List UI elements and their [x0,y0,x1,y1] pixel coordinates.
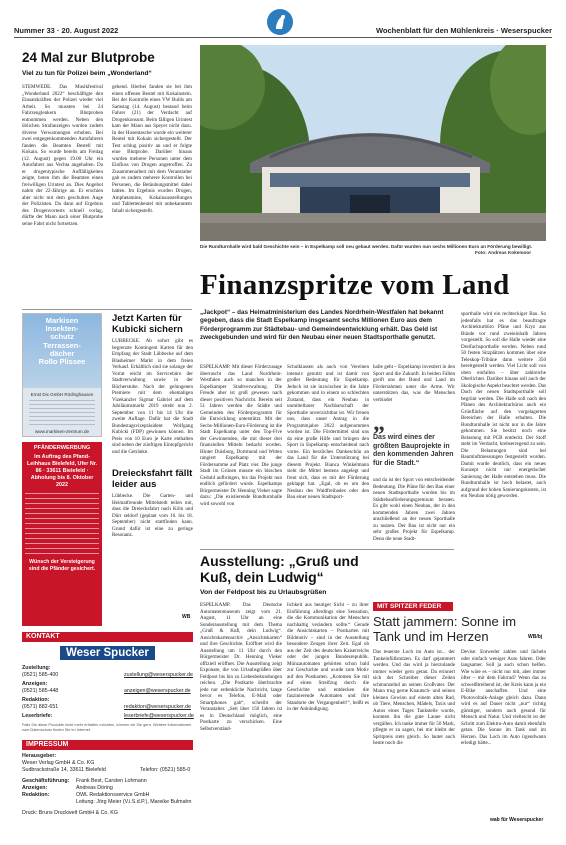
finanz-col4: sporthalle wird ein rechteckiger Bau. So jedenfalls hat es das beauftragte Architekturbüro Pläne und Kryz aus Bünde vor rund zweieinhalb Jahren vorgestellt. So soll die Halle wieder eine Dreifachsporthalle werden. Neben rund 50 festen Sitzplätzen kommen über eine Teleskop-Tribüne dann weitere 350 bereitgestellt werden. Viel Licht soll von oben einfallen – über zahlreiche Oberlichter. Darüber hinaus soll auch der ökologische Aspekt beachtet werden. Das Dach der neuen Stadtsporthalle soll begrünt werden. Die Halle soll nach den Plänen des Architekturbüros auch ein Grünfläche auf den vorgelagerten Bereichen der Halle erhalten. Die Rundturnhalle ist nicht nur in die Jahre gekommen. Sie besitzt noch eine Belastung mit PCB entdeckt. Der Stoff steht im Verdacht, krebserregend zu sein. Die Belastungen sind bei Raumluftmessungen festgestellt worden. Damit wurde deutlich, dass ein neues Konzept nicht nur energetischer Sanierung der Halle entstehen muss. Die Rundturnhalle ist hoch belastet, auch aufgrund der hohen Sanierungskosten, ist ein Neubau nötig geworden. [461,311,546,499]
header-rule [14,37,552,38]
finanz-col3-bottom: und da ist der Sport von entscheidender Bedeutung. Die Pläne für den Bau einer neuen Stadtsporthalle wurden bis im Städtebauförderungsgremium beraten. Es gibt wohl einen Neubau, der in den kommenden Jahren zwei Jahren anschließend an der neuen Sporthalle zu nutzen. Der Bau ist nicht nur ein sehr großes Projekt für Espelkamp. Denn die neue Stadt- [373,477,455,542]
kontakt-phone-anzeigen[interactable]: (0521) 585-448 [22,688,59,694]
impressum-anz: Andreas Döring [76,785,113,791]
kontakt-label-leserbriefe: Leserbriefe: [22,713,53,719]
kontakt-email-zustellung[interactable]: zustellung@weserspucker.de [124,672,193,678]
dreiecks-headline: Dreiecksfahrt fällt leider aus [112,468,193,490]
ausstellung-col1: ESPELKAMP. Das Deutsche Automatenmuseum zeigt vom 21. August, 11 Uhr an eine Sonderausstellung mit dem Thema „Gruß & Kuß, dein Ludwig“. Ansichtskartenarchiv „Ansichtskarten“ und ihre Geschichte. Eröffnet wird die Ausstellung um 11 Uhr durch den Bürgermeister Dr. Henning Vieker offiziell eröffnet. Die Ausstellung zeigt Exponate, die von Urlaubsgrüßen über Feldpost bis hin zu Liebesbekundungen reichen. „Die Postkarte überbrachte jede nur erdenkliche Nachricht, lange bevor es Telefon, E-Mail oder Smartphones gab“, schreibt der Veranstalter. „Seit über 150 Jahren ist es in Deutschland möglich, eine Postkarte zu verschicken. Eine Selbstverständ- [200,602,282,732]
pfand-body: Im Auftrag des Pfand-Leihhaus Bielefeld, Ufer Nr. 86 · 33611 Bielefeld · Abholung bis 8. Oktober 2022 [26,454,98,488]
finanz-quote: Das wird eines der größten Bauprojekte in den kommenden Jahren für die Stadt.“ [373,434,454,467]
impressum-red-label: Redaktion: [22,792,50,798]
dreiecks-signature: WB [182,614,191,620]
kontakt-note: Falls Sie diese Produkte nicht mehr erhalten möchten, können wir Sie gern. Weitere Informationen zum Datenschutz finden Sie im Internet. [22,722,192,732]
blitzer-headline: 24 Mal zur Blutprobe [22,50,155,65]
finanz-col2: Schulklassen als auch von Vereinen intensiv genutzt und ist damit von großer Bedeutung für Espelkamp. Jedoch ist sie inzwischen in die Jahre gekommen und in einem so schlechten Zustand, dass ein Neubau in unmittelbarer Nachbarschaft der Sporthalle unverzichtbar ist. Wir freuen uns, dass unser Antrag in die Programmjahre 2022 aufgenommen worden ist. Die Fördermittel sind uns da eine große Hilfe und bringen den Sport in Espelkamp entscheidend nach vorne. Ein herzliches Dankeschön an das Land für die Unterstützung bei diesem Projekt. Bianca Winkelmann sieht die Mittel bestens angelegt und freut sich, dass es mit der Förderung geklappt hat. „Egal, ob es um den Neubau des Waldfreibades oder den Bau einer neuen Stadtsport- [287,364,369,500]
kontakt-label-anzeigen: Anzeigen: [22,681,48,687]
kontakt-email-redaktion[interactable]: redaktion@weserspucker.de [124,704,191,710]
impressum-address: Sudbrackstraße 14, 33611 Bielefeld [22,767,106,773]
impressum-red2: Leitung: Jörg Meier (V.i.S.d.P.), Mareike Bulmahn [76,799,192,805]
impressum-anz-label: Anzeigen: [22,785,48,791]
impressum-red: OWL Redaktionsservice GmbH [76,792,150,798]
impressum-phone: Telefon: (0521) 585-0 [140,767,191,773]
kubicki-headline: Jetzt Karten für Kubicki sichern [112,313,183,335]
impressum-herausgeber: Weser Verlag GmbH & Co. KG [22,760,95,766]
blitzer-col1: STEMWEDE. Das Musikfestival „Wonderland 2022“ beschäftigte den Einsatzkräften der Polizei wieder viel Arbeit. So mussten bei 24 Fahrzeuglenkern Blutproben entnommen werden. Neben den üblichen Strafanzeigen wurden zudem diverse Verwarnungen erhoben. Bei zwei entgegenkommenden Autofahrern fanden die Beamten Bestell mit Kokain. So wurde bereits am Freitag (12. August) gegen 19.00 Uhr ein Autofahrer aus Vechta angehalten. Da er drogentypische Auffälligkeiten zeigte, boten ihm die Beamten einen freiwilligen Urintest an. Dies Angebot nahm der 22-Jährige an. Er erschien aber nicht mit dem geschulten Auge der Polizisten. Da dann auf Ergebnis des Drogenvortests schnell vorlag, dürfte der Mann nach einer Blutprobe seine Fahrt nicht fortsetzen. [22,84,103,227]
spitzer-headline: Statt jammern: Sonne im Tank und im Herzen [373,614,517,644]
masthead-logo [267,9,293,35]
finanz-signature: WB/bj [528,634,543,640]
photo-caption: Die Rundturnhalle wird bald Geschichte sein – in Espelkamp soll neu gebaut werden. Dafür wurden nun sechs Millionen Euro an Förderung bewilligt. [200,244,533,249]
impressum-bar: IMPRESSUM [22,740,193,750]
spitzer-col2: Devise: Entweder zahlen und lächeln oder einfach weniger Auto fahren. Oder langsamer. Soll ja auch schon helfen. Wie wäre es – nicht nur mit, aber immer öfter – mit dem Fahrrad? Wenn das zu schweißtreibend ist, der Kreis kann ja ein E-Bike anschaffen. Und eine Photovoltaik-Anlage gleich dazu. Dann wird es auf Dauer nicht „nur“ richtig günstiger, sondern auch gesund für Mensch und Natur. Und vielleicht ist der Schritt zum Elektro-Auto damit ebenfalls getan. Die Sonne im Tank und im Herzen. Das Loch im Auto irgendwann erledigt hätte... [461,649,546,746]
ausstellung-headline: Ausstellung: „Gruß und Kuß, dein Ludwig“ [200,553,359,585]
kontakt-bar: KONTAKT [22,632,193,642]
kontakt-label-zustellung: Zustellung: [22,665,51,671]
spitzer-bar: MIT SPITZER FEDER [373,602,453,611]
markisen-company: Ernst Dix GmbH Rödinghausen [30,392,94,397]
ausstellung-col2: lichkeit aus heutiger Sicht – zu ihrer Einführung allerdings eine Sensation, die die Kommunikation der Menschen nachhaltig verändern sollte.“ Gerade die Ansichtskarten – Postkarten mit Bildmotiv – sind in der Ausstellung besondere Zeugen ihrer Zeit. Egal ob aus der Zeit des deutschen Kaiserreichs oder der jungen Bundesrepublik. Münzautomaten gehörten schon bald zur Geschichte und wurde zum Motiv auf den Postkarten. „Kommen Sie mit auf einen Streifzug durch die Geschichte und entdecken die faszinierende Automaten und ihre Standorte der Vergangenheit!“, heißt es in der Ankündigung. [287,602,369,712]
pfand-list-block [25,493,99,555]
kontakt-email-anzeigen[interactable]: anzeigen@weserspucker.de [124,688,191,694]
finanz-lead: „Jackpot“ – das Heimatministerium des Landes Nordrhein-Westfalen hat bekannt gegeben, dass die Stadt Espelkamp insgesamt sechs Millionen Euro aus dem Förderprogramm zur Städtebau- und Gemeindeentwicklung erhält. Das Geld ist zweckgebunden und wird für den Neubau einer neuen Stadtsporthalle genutzt. [200,309,444,341]
paper-name: Wochenblatt für den Mühlenkreis · Weserspucker [375,26,552,35]
kontakt-logo: Weser Spucker [60,646,155,660]
photo-credit: Foto: Andreas Kokemoor [475,250,532,255]
section-rule [200,549,454,550]
finanz-headline: Finanzspritze vom Land [200,269,510,301]
dreiecks-body: Lübbecke. Die Garten- und Heimatfreunde Mittelstedt teilen mit, dass die Dreiecksfahrt nach Köln und Dürr seldorf (geplant vom 16. bis 18. September) nicht stattfinden kann. Grund dafür ist eine zu geringe Resonanz. [112,493,193,538]
markisen-line: Terrassen- [43,340,81,350]
markisen-line: schutz [50,332,74,342]
markisen-line: dächer [49,348,75,358]
sporthalle-illustration [200,45,546,241]
left-rule [22,309,192,310]
pfand-title: PFÄNDERWERBUNG [33,445,91,451]
markisen-line: Markisen [45,316,79,325]
finanz-col3-top: halle geht – Espelkamp investiert in den Sport und die Zukunft. In beiden Fällen greift uns der Bund und Land im Förderrahmen unter die Arme. Wir unterstützen das, was die Menschen verbindet [373,364,455,403]
kontakt-phone-zustellung[interactable]: (0521) 585-400 [22,672,59,678]
blitzer-subline: Viel zu tun für Polizei beim „Wonderland“ [22,70,152,77]
impressum-herausgeber-label: Herausgeber: [22,753,57,759]
finanz-col1: ESPELKAMP. Mit dieser Förderzusage überrascht das Land Nordrhein-Westfalen auch so manchen in der Espelkamper Stadtverwaltung. Die Freude aber ist groß gewesen nach dieser positiven Nachricht. Bereits seit 51 Jahren werden die Städte und Gemeinden des Förderprogramm für die Entwicklung unterstützt. Mit der Sechs-Millionen-Euro-Förderung ist die Stadt Espelkamp unter den Top-Five der Gewinnenden, die mit dieser drei finanziellen Mitteln bedacht worden. Hinter Duisburg, Dortmund und Witten rangiert Espelkamp mit der Fördersumme auf Platz vier. Die junge Stadt im Grünen musste ein bisschen Geduld aufbringen, bis das Projekt nun endlich gefördert wurde. Espelkamps Bürgermeister Dr. Henning Vieker sagte dazu: „Die existierende Rundturnhalle wird sowohl von [200,364,282,507]
markisen-line: Insekten- [45,324,79,334]
quote-mark-icon: „ [373,410,385,436]
kontakt-phone-redaktion[interactable]: (0571) 882-651 [22,704,59,710]
kontakt-email-leserbriefe[interactable]: leserbriefe@weserspucker.de [124,713,194,719]
issue-info: Nummer 33 · 20. August 2022 [14,26,119,35]
markisen-line: Rollo Plissee [38,357,86,367]
blitzer-col2: gehend. Hierbei fanden sie bei ihm einen offenen Beutel mit Kokainstein. Bei der Kontrolle eines VW Bullis am Samstag (14. August) bestand beim Fahrer (21) der Verdacht auf Drogenkonsum. Beim fälligen Urintest kam der Mann aus Speyer nicht dazu. In der Hosentasche wurde ein weiterer Beutel mit Kokain sichergestellt. Der Test schlug positiv an und er folgte eine Blutprobe. Darüber hinaus wurden mehrere Personen unter dem Einfluss von Drogen angetroffen. Zu Zusammenarbeit mit dem Veranstalter gab es zudem mehrere Kontrollen bei Personen, die Betäubungsmittel dabei hatten. Im Ergebnis wurden Drogen, Amphetamine, Kokainausstellungen und Tablettenbeutel mit unbekanntem Inhalt sichergestellt. [112,84,192,214]
pfand-footer: Wünsch der Versteigerung sind die Pfänder gesichert. [28,559,96,572]
impressum-gf: Frank Best, Carsten Lohmann [76,778,147,784]
impressum-gf-label: Geschäftsführung: [22,778,70,784]
ausstellung-subline: Von der Feldpost bis zu Urlaubsgrüßen [200,589,327,596]
kubicki-body: LÜBBECKE. Ab sofort gibt es begrenzte Kontingent Karten für den Empfang der Stadt Lübbecke auf dem Blasheimer Markt in dem freien Verkauf. Erhältlich sind sie solange der Vorrat reicht im Servicebüro der Stadtverwaltung sowie in der Bücherstube. Nach der gelungenen Premiere mit dem ehemaligen Vizekanzler Sigmar Gabriel auf dem Jubiläumsmarkt 2019 strebt nun 2. September von 11 bis 14 Uhr die zweite Auflage. Dafür hat die Stadt Bundestagsvizepräsident Wolfgang Kubicki (FDP) gewinnen können. Im Preis von 10 Euro je Karte enthalten sind neben der zünftigen Eintopfgericht und die Getränke. [112,338,193,455]
markisen-site[interactable]: www.markisen-zentrum.de [34,429,90,434]
sporthalle-photo [200,45,546,241]
markisen-ad[interactable] [22,313,102,437]
kontakt-label-redaktion: Redaktion: [22,697,50,703]
spitzer-col1: Das teuerste Loch im Auto ist... der Tankeinfüllstutzen. Es darf gejammert werden. Und das wird ja hierzulande immer wieder gern getan. Da erinnert sich der Schreiber dieser Zeilen schmunzelnd an seinen Großvater. Der Mann trug gerne Knautsch- und seinen kleinen Gewinn auf einem alten Rad, ob Tiere, Menschen, Mädels, Taxis und Autos eines Tages Tankstelle wurde, konnten ihn die gute Laune nicht vergällen. Ich tanke immer für 50 Mark, pflegte er zu sagen, bei mir bleibt der Spritpreis stets gleich. So lautet auch heute noch die [373,649,455,746]
impressum-druck: Druck: Bruns Druckwelt GmbH & Co. KG [22,810,118,816]
spitzer-signature: wab für Weserspucker [490,817,544,823]
markisen-contact-block [29,400,95,426]
pfand-ad[interactable] [22,442,102,626]
